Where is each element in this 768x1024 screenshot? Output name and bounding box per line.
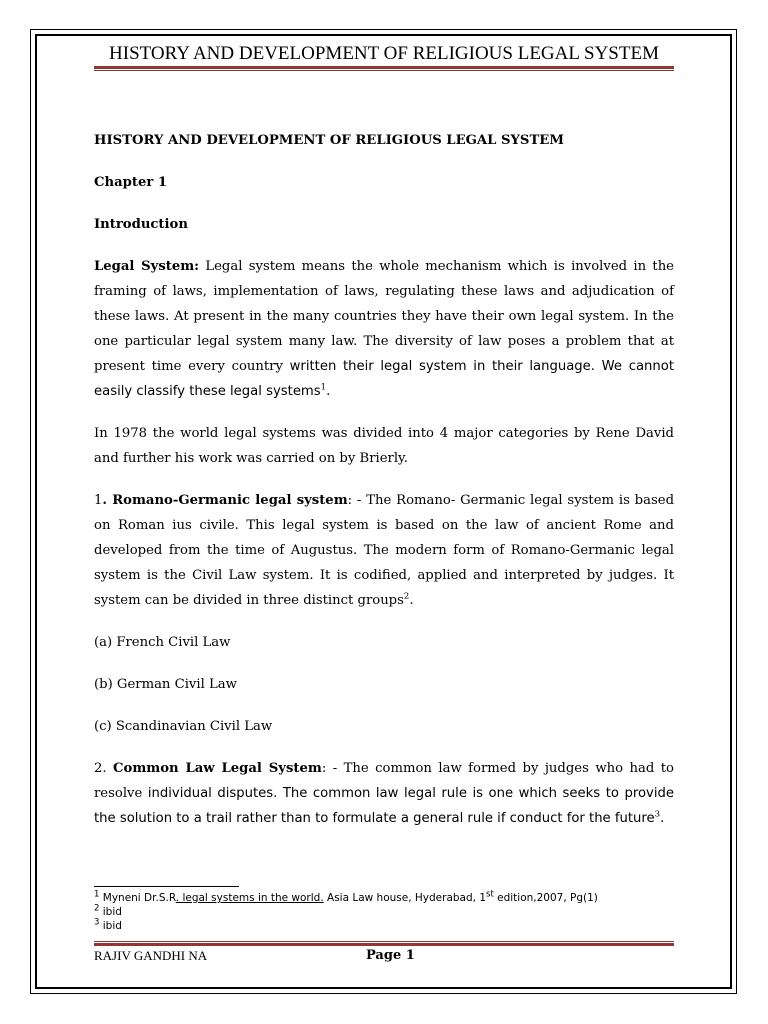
footnote-ref-1[interactable]: 1 xyxy=(320,382,327,393)
footnote-2: $^2$ ibid xyxy=(94,903,122,918)
list-item-french: (a) French Civil Law xyxy=(94,635,231,650)
list-item-german: (b) German Civil Law xyxy=(94,677,237,692)
term-legal-system: Legal System: xyxy=(94,259,200,274)
term-common-law: Common Law Legal System xyxy=(113,761,322,776)
header-rule xyxy=(94,66,674,71)
footnotes xyxy=(94,891,674,933)
footnote-ref-3[interactable]: 3 xyxy=(654,809,661,820)
document-body xyxy=(94,128,674,831)
section-heading: Introduction xyxy=(94,217,188,232)
paragraph-common-law: 2. Common Law Legal System: - The common law formed by judges who had to resolve individual disputes. The common law legal rule is one which seeks to provide the solution to a trail rather than to formulate a general rule if conduct for the future$^3$. xyxy=(94,761,674,826)
header-title: HISTORY AND DEVELOPMENT OF RELIGIOUS LEGAL SYSTEM xyxy=(109,43,659,64)
paragraph-world-legal-systems: In 1978 the world legal systems was divided into 4 major categories by Rene David and further his work was carried on by Brierly. xyxy=(94,426,674,466)
footer-rule xyxy=(94,941,674,946)
paragraph-romano-germanic: 1. Romano-Germanic legal system: - The Romano- Germanic legal system is based on Roman ius civile. This legal system is based on the law of ancient Rome and developed from the time of Augustus. The modern form of Romano-Germanic legal system is the Civil Law system. It is codified, applied and interpreted by judges. It system can be divided in three distinct groups$^2$. xyxy=(94,493,675,608)
footnote-ref-2[interactable]: 2 xyxy=(403,591,410,602)
term-romano-germanic: . Romano-Germanic legal system xyxy=(102,493,348,508)
footnote-3: $^3$ ibid xyxy=(94,917,122,932)
main-heading: HISTORY AND DEVELOPMENT OF RELIGIOUS LEGAL SYSTEM xyxy=(94,133,564,148)
footer-institution: RAJIV GANDHI NA xyxy=(94,948,208,963)
footnote-1-title: . legal systems in the world. xyxy=(175,892,324,904)
footnote-separator xyxy=(94,886,239,887)
chapter-heading: Chapter 1 xyxy=(94,175,168,190)
page-number: Page 1 xyxy=(366,948,415,963)
list-item-scandinavian: (c) Scandinavian Civil Law xyxy=(94,719,273,734)
page-footer xyxy=(94,948,674,968)
footnote-1: $^1$ Myneni Dr.S.R. legal systems in the world. Asia Law house, Hyderabad, 1st edition,2007, Pg(1) xyxy=(94,889,598,904)
paragraph-legal-system: Legal System: Legal system means the whole mechanism which is involved in the framing of laws, implementation of laws, regulating these laws and adjudication of these laws. At present in the many countries they have their own legal system. In the one particular legal system many law. The diversity of law poses a problem that at present time every country written their legal system in their language. We cannot easily classify these legal systems$^1$. xyxy=(94,259,674,399)
